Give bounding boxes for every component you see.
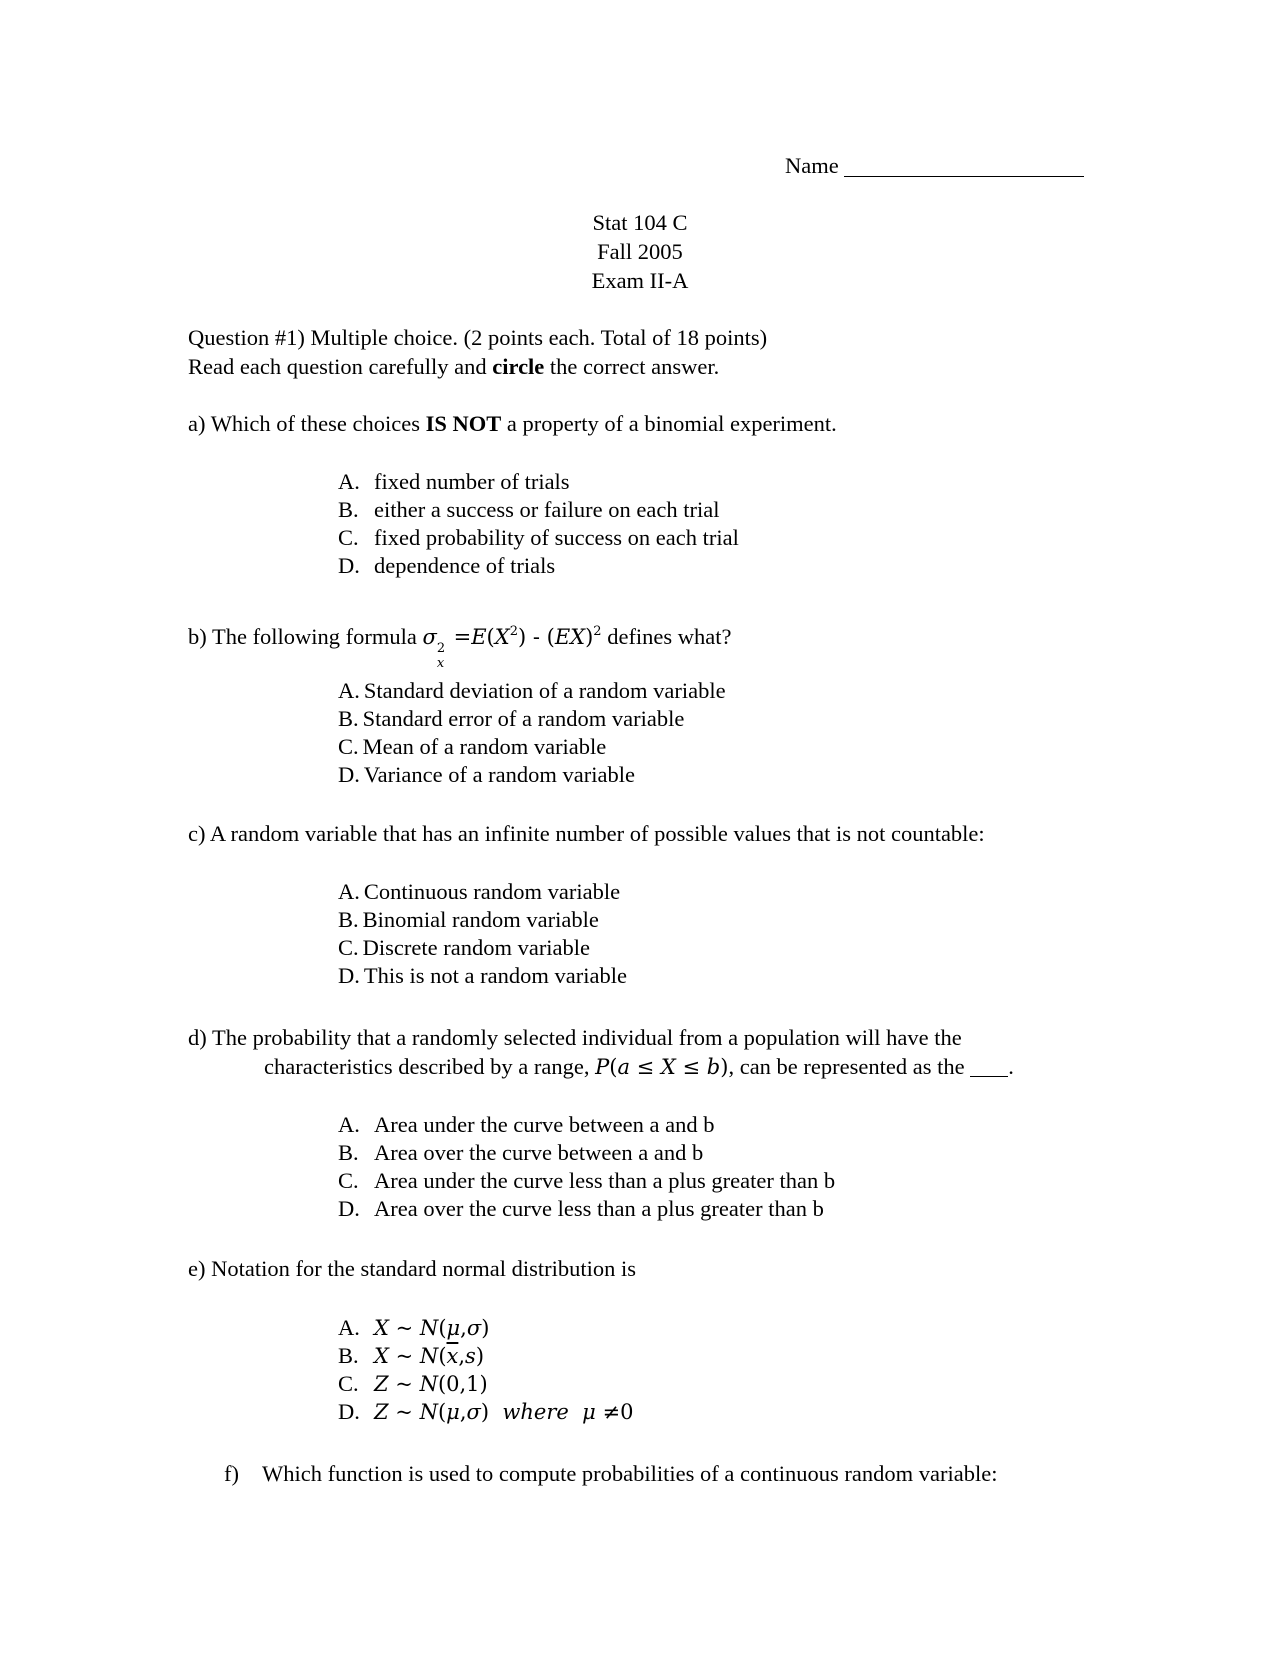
question-d-prompt-line1: d) The probability that a randomly selected individual from a population will have the xyxy=(188,1025,962,1050)
exam-title: Exam II-A xyxy=(591,268,689,293)
option-c-B[interactable]: B. Binomial random variable xyxy=(338,907,599,932)
option-d-B[interactable]: B. Area over the curve between a and b xyxy=(338,1140,704,1165)
option-d-D[interactable]: D. Area over the curve less than a plus greater than b xyxy=(338,1196,824,1221)
question-1-instruction: Read each question carefully and circle the correct answer. xyxy=(188,354,720,379)
name-blank xyxy=(844,154,1084,177)
answer-blank xyxy=(970,1056,1008,1077)
term-title: Fall 2005 xyxy=(597,239,683,264)
option-c-A[interactable]: A. Continuous random variable xyxy=(338,879,621,904)
option-e-A[interactable]: A. X ~ N(μ,σ) xyxy=(338,1315,490,1340)
question-1-title: Question #1) Multiple choice. (2 points each. Total of 18 points) xyxy=(188,325,768,350)
option-b-C[interactable]: C. Mean of a random variable xyxy=(338,734,607,759)
option-e-D[interactable]: D. Z ~ N(μ,σ) where μ ≠0 xyxy=(338,1399,634,1424)
option-c-C[interactable]: C. Discrete random variable xyxy=(338,935,591,960)
option-a-C[interactable]: C. fixed probability of success on each trial xyxy=(338,525,739,550)
option-b-B[interactable]: B. Standard error of a random variable xyxy=(338,706,685,731)
name-label: Name xyxy=(785,153,839,178)
option-b-A[interactable]: A. Standard deviation of a random variable xyxy=(338,678,726,703)
option-e-B[interactable]: B. X ~ $N(\overline{x},s)$ xyxy=(338,1343,485,1368)
question-b-prompt: b) The following formula σ 2 x $=E(X^2) - (EX)^2$ defines what? xyxy=(188,624,732,671)
question-c-options xyxy=(338,878,627,990)
option-a-A[interactable]: A. fixed number of trials xyxy=(338,469,570,494)
course-title: Stat 104 C xyxy=(592,210,688,235)
option-e-C[interactable]: C. Z ~ N(0,1) xyxy=(338,1371,488,1396)
question-a-prompt: a) Which of these choices IS NOT a property of a binomial experiment. xyxy=(188,411,837,436)
option-a-B[interactable]: B. either a success or failure on each trial xyxy=(338,497,720,522)
range-probability-formula: P(a ≤ X ≤ b) xyxy=(595,1055,729,1079)
name-field xyxy=(785,152,1084,180)
option-d-A[interactable]: A. Area under the curve between a and b xyxy=(338,1112,715,1137)
question-d-options xyxy=(338,1111,835,1223)
question-b-options xyxy=(338,677,726,789)
option-a-D[interactable]: D. dependence of trials xyxy=(338,553,556,578)
question-e-options xyxy=(338,1314,633,1426)
question-c-prompt: c) A random variable that has an infinite number of possible values that is not countable: xyxy=(188,821,985,846)
question-f-prompt: f) Which function is used to compute probabilities of a continuous random variable: xyxy=(224,1461,998,1486)
instruction-bold: circle xyxy=(492,354,545,379)
variance-formula: σ 2 x $=E(X^2) - (EX)^2$ xyxy=(422,624,602,671)
question-e-prompt: e) Notation for the standard normal distribution is xyxy=(188,1256,637,1281)
option-b-D[interactable]: D. Variance of a random variable xyxy=(338,762,635,787)
option-d-C[interactable]: C. Area under the curve less than a plus greater than b xyxy=(338,1168,836,1193)
question-a-options xyxy=(338,468,739,580)
question-d-prompt-line2: characteristics described by a range, P(a ≤ X ≤ b), can be represented as the . xyxy=(264,1054,1014,1079)
option-c-D[interactable]: D. This is not a random variable xyxy=(338,963,627,988)
